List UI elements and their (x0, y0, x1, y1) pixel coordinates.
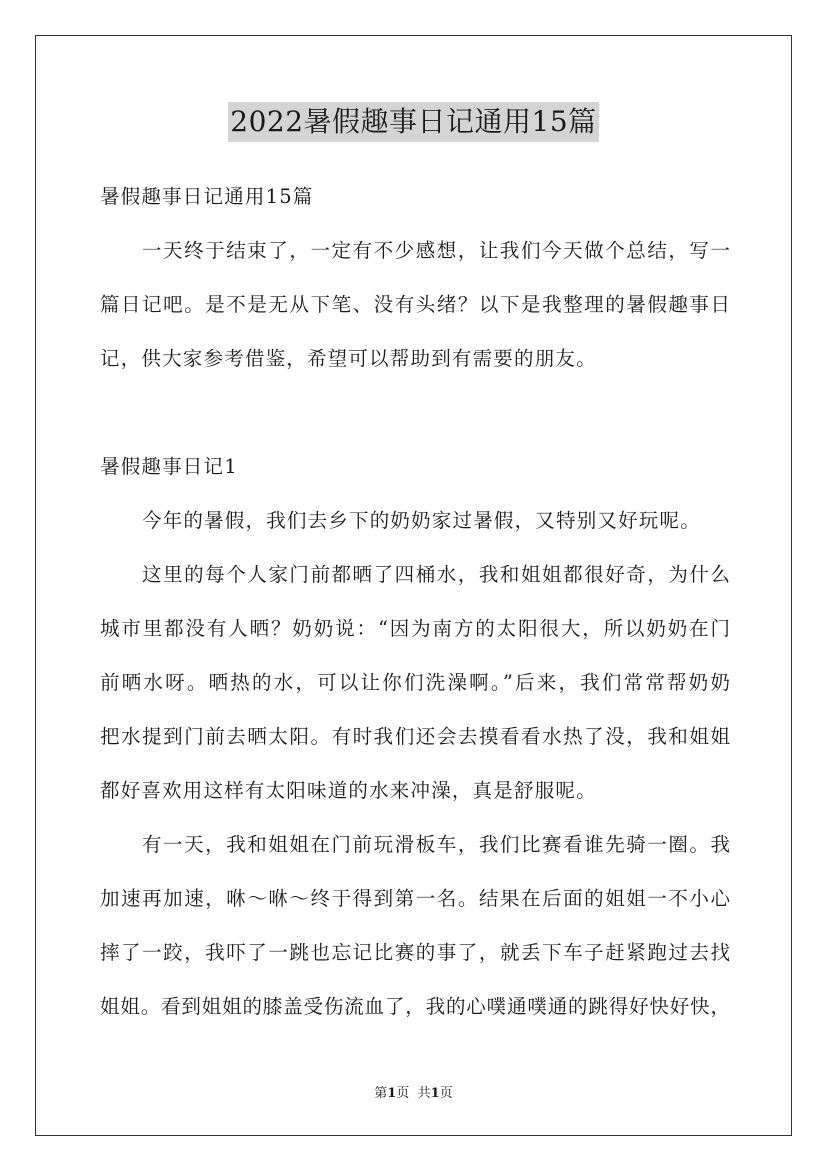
page-number: 1 (387, 1086, 397, 1101)
total-prefix: 共 (417, 1086, 431, 1101)
paragraph-line: 城市里都没有人晒？奶奶说：“因为南方的太阳很大，所以奶奶在门 (100, 617, 730, 640)
intro-line: 篇日记吧。是不是无从下笔、没有头绪？以下是我整理的暑假趣事日 (100, 293, 730, 316)
document-title: 2022暑假趣事日记通用15篇 (228, 102, 598, 142)
page-suffix: 页 (396, 1086, 410, 1101)
paragraph-line: 姐姐。看到姐姐的膝盖受伤流血了，我的心噗通噗通的跳得好快好快， (100, 995, 730, 1018)
paragraph-line: 加速再加速，咻～咻～终于得到第一名。结果在后面的姐姐一不小心 (100, 887, 730, 910)
paragraph-line: 把水提到门前去晒太阳。有时我们还会去摸看看水热了没，我和姐姐 (100, 725, 730, 748)
page-footer (0, 1082, 827, 1101)
paragraph-line: 都好喜欢用这样有太阳味道的水来冲澡，真是舒服呢。 (100, 779, 597, 802)
document-body (100, 170, 730, 1034)
paragraph-gap (100, 386, 730, 440)
paragraph-line: 摔了一跤，我吓了一跳也忘记比赛的事了，就丢下车子赶紧跑过去找 (100, 941, 730, 964)
paragraph-line: 这里的每个人家门前都晒了四桶水，我和姐姐都很好奇，为什么 (142, 563, 730, 586)
intro-line: 记，供大家参考借鉴，希望可以帮助到有需要的朋友。 (100, 347, 597, 370)
paragraph-line: 前晒水呀。晒热的水，可以让你们洗澡啊。”后来，我们常常帮奶奶 (100, 671, 730, 694)
paragraph-line: 今年的暑假，我们去乡下的奶奶家过暑假，又特别又好玩呢。 (142, 509, 701, 532)
subtitle: 暑假趣事日记通用15篇 (100, 185, 314, 208)
total-pages: 1 (430, 1086, 440, 1101)
intro-line: 一天终于结束了，一定有不少感想，让我们今天做个总结，写一 (142, 239, 730, 262)
page-prefix: 第 (374, 1086, 388, 1101)
section-heading: 暑假趣事日记1 (100, 455, 238, 478)
paragraph-line: 有一天，我和姐姐在门前玩滑板车，我们比赛看谁先骑一圈。我 (142, 833, 730, 856)
total-suffix: 页 (439, 1086, 453, 1101)
title-container (0, 102, 827, 142)
